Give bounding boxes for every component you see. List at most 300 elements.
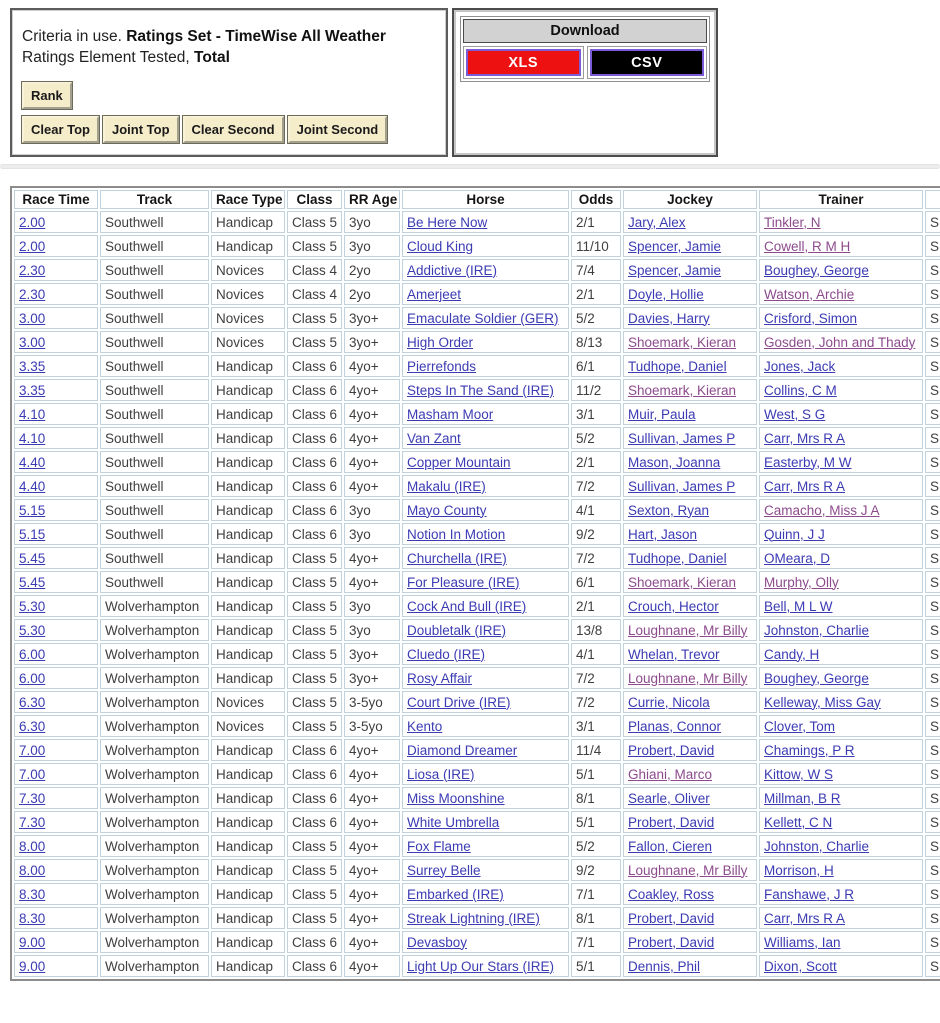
trainer-link[interactable]: Boughey, George [764,670,869,686]
joint-top-button[interactable]: Joint Top [103,116,179,143]
horse-link[interactable]: Fox Flame [407,838,471,854]
table-row [14,715,940,737]
class-cell: Class 5 [287,643,342,665]
race-type-cell: Handicap [211,931,285,953]
rr-age-cell: 4yo+ [344,931,400,953]
race-time-cell [14,451,98,473]
race-time-link[interactable]: 8.00 [19,838,46,854]
horse-link[interactable]: Notion In Motion [407,526,506,542]
table-row [14,259,940,281]
horse-link[interactable]: Pierrefonds [407,358,477,374]
table-row [14,403,940,425]
track-cell: Southwell [100,379,209,401]
trainer-link[interactable]: Johnston, Charlie [764,838,870,854]
odds-cell: 8/1 [571,787,621,809]
race-time-link[interactable]: 4.40 [19,454,46,470]
jockey-link[interactable]: Crouch, Hector [628,598,719,614]
horse-link[interactable]: Copper Mountain [407,454,511,470]
race-time-cell [14,235,98,257]
jockey-link[interactable]: Muir, Paula [628,406,696,422]
horse-cell [402,811,569,833]
jockey-link[interactable]: Loughnane, Mr Billy [628,622,748,638]
header-odds: Odds [571,190,621,209]
jockey-cell [623,211,757,233]
jockey-cell [623,283,757,305]
table-row [14,763,940,785]
track-cell: Southwell [100,403,209,425]
trainer-link[interactable]: Crisford, Simon [764,310,858,326]
horse-link[interactable]: Rosy Affair [407,670,473,686]
race-time-link[interactable]: 9.00 [19,958,46,974]
trainer-link[interactable]: Murphy, Olly [764,574,839,590]
trainer-link[interactable]: Morrison, H [764,862,834,878]
race-time-cell [14,931,98,953]
race-type-cell: Novices [211,331,285,353]
horse-cell [402,787,569,809]
trainer-cell [759,523,923,545]
track-cell: Southwell [100,523,209,545]
horse-link[interactable]: Surrey Belle [407,862,481,878]
race-type-cell: Handicap [211,451,285,473]
rr-age-cell: 4yo+ [344,739,400,761]
jockey-cell [623,235,757,257]
track-cell: Wolverhampton [100,715,209,737]
rr-age-cell: 3yo+ [344,307,400,329]
criteria-text [22,26,438,68]
rr-age-cell: 4yo+ [344,427,400,449]
jockey-link[interactable]: Probert, David [628,742,715,758]
horse-link[interactable]: White Umbrella [407,814,500,830]
race-table-body [14,211,940,977]
header-truncated [925,190,940,209]
race-time-link[interactable]: 5.30 [19,598,46,614]
odds-cell: 8/13 [571,331,621,353]
race-time-link[interactable]: 5.30 [19,622,46,638]
race-time-link[interactable]: 5.15 [19,526,46,542]
race-type-cell: Novices [211,259,285,281]
trainer-link[interactable]: Collins, C M [764,382,837,398]
race-type-cell: Handicap [211,475,285,497]
trainer-link[interactable]: Johnston, Charlie [764,622,870,638]
trainer-link[interactable]: Chamings, P R [764,742,855,758]
jockey-link[interactable]: Doyle, Hollie [628,286,704,302]
truncated-cell: S [925,259,940,281]
race-time-cell [14,955,98,977]
horse-link[interactable]: Diamond Dreamer [407,742,518,758]
race-time-link[interactable]: 9.00 [19,934,46,950]
jockey-cell [623,259,757,281]
truncated-cell: S [925,547,940,569]
truncated-cell: S [925,907,940,929]
horse-cell [402,883,569,905]
rank-button[interactable]: Rank [22,82,72,109]
race-time-link[interactable]: 7.00 [19,766,46,782]
criteria-line2-label: Ratings Element Tested, [22,49,195,66]
track-cell: Southwell [100,427,209,449]
race-time-link[interactable]: 4.10 [19,406,46,422]
trainer-cell [759,403,923,425]
table-row [14,619,940,641]
horse-link[interactable]: Mayo County [407,502,487,518]
table-row [14,499,940,521]
trainer-cell [759,859,923,881]
jockey-cell [623,763,757,785]
truncated-cell: S [925,283,940,305]
horse-link[interactable]: Cloud King [407,238,474,254]
trainer-link[interactable]: Camacho, Miss J A [764,502,880,518]
horse-link[interactable]: Be Here Now [407,214,488,230]
race-time-link[interactable]: 3.00 [19,334,46,350]
jockey-cell [623,523,757,545]
jockey-link[interactable]: Mason, Joanna [628,454,721,470]
jockey-link[interactable]: Probert, David [628,934,715,950]
jockey-link[interactable]: Jary, Alex [628,214,686,230]
horse-link[interactable]: Devasboy [407,934,468,950]
truncated-cell: S [925,931,940,953]
race-type-cell: Handicap [211,763,285,785]
jockey-link[interactable]: Sexton, Ryan [628,502,710,518]
jockey-link[interactable]: Spencer, Jamie [628,238,722,254]
horse-link[interactable]: Van Zant [407,430,461,446]
truncated-cell: S [925,739,940,761]
table-row [14,955,940,977]
download-xls-button[interactable]: XLS [466,49,581,76]
jockey-cell [623,907,757,929]
truncated-cell: S [925,523,940,545]
race-time-cell [14,523,98,545]
truncated-cell: S [925,859,940,881]
trainer-cell [759,739,923,761]
horse-link[interactable]: Doubletalk (IRE) [407,622,507,638]
race-type-cell: Novices [211,307,285,329]
criteria-panel [10,8,448,157]
horse-cell [402,619,569,641]
download-panel [452,8,718,157]
trainer-link[interactable]: Fanshawe, J R [764,886,855,902]
race-time-cell [14,691,98,713]
class-cell: Class 5 [287,835,342,857]
jockey-link[interactable]: Hart, Jason [628,526,698,542]
race-time-link[interactable]: 6.30 [19,718,46,734]
jockey-cell [623,355,757,377]
horse-link[interactable]: Churchella (IRE) [407,550,507,566]
jockey-cell [623,451,757,473]
horse-link[interactable]: Liosa (IRE) [407,766,475,782]
trainer-link[interactable]: Carr, Mrs R A [764,430,846,446]
trainer-link[interactable]: Easterby, M W [764,454,852,470]
class-cell: Class 5 [287,667,342,689]
horse-cell [402,739,569,761]
trainer-link[interactable]: Watson, Archie [764,286,855,302]
download-csv-button[interactable]: CSV [590,49,705,76]
trainer-link[interactable]: Carr, Mrs R A [764,478,846,494]
class-cell: Class 5 [287,547,342,569]
race-type-cell: Handicap [211,595,285,617]
odds-cell: 5/1 [571,763,621,785]
jockey-cell [623,547,757,569]
jockey-cell [623,691,757,713]
horse-cell [402,283,569,305]
race-type-cell: Handicap [211,907,285,929]
race-type-cell: Handicap [211,811,285,833]
jockey-link[interactable]: Fallon, Cieren [628,838,713,854]
horse-cell [402,691,569,713]
horse-link[interactable]: Light Up Our Stars (IRE) [407,958,555,974]
horse-link[interactable]: Embarked (IRE) [407,886,504,902]
horse-link[interactable]: Emaculate Soldier (GER) [407,310,559,326]
jockey-link[interactable]: Spencer, Jamie [628,262,722,278]
track-cell: Southwell [100,331,209,353]
jockey-link[interactable]: Probert, David [628,910,715,926]
jockey-cell [623,931,757,953]
horse-link[interactable]: For Pleasure (IRE) [407,574,520,590]
horse-cell [402,235,569,257]
jockey-cell [623,955,757,977]
trainer-link[interactable]: Carr, Mrs R A [764,910,846,926]
rr-age-cell: 3yo+ [344,643,400,665]
jockey-link[interactable]: Probert, David [628,814,715,830]
trainer-link[interactable]: Kellett, C N [764,814,833,830]
table-row [14,355,940,377]
race-time-cell [14,427,98,449]
table-row [14,859,940,881]
race-time-cell [14,571,98,593]
jockey-link[interactable]: Sullivan, James P [628,430,736,446]
race-type-cell: Handicap [211,523,285,545]
race-time-link[interactable]: 3.35 [19,358,46,374]
race-time-cell [14,211,98,233]
clear-top-button[interactable]: Clear Top [22,116,99,143]
race-time-link[interactable]: 5.15 [19,502,46,518]
race-type-cell: Handicap [211,235,285,257]
header-race-type: Race Type [211,190,285,209]
table-row [14,787,940,809]
table-row [14,571,940,593]
race-time-link[interactable]: 4.40 [19,478,46,494]
odds-cell: 7/2 [571,667,621,689]
horse-link[interactable]: Kento [407,718,443,734]
race-type-cell: Handicap [211,403,285,425]
race-time-link[interactable]: 5.45 [19,574,46,590]
truncated-cell: S [925,763,940,785]
track-cell: Wolverhampton [100,667,209,689]
trainer-link[interactable]: Gosden, John and Thady [764,334,916,350]
truncated-cell: S [925,811,940,833]
race-time-link[interactable]: 8.30 [19,910,46,926]
table-row [14,427,940,449]
rr-age-cell: 4yo+ [344,355,400,377]
trainer-cell [759,451,923,473]
race-time-cell [14,739,98,761]
jockey-link[interactable]: Planas, Connor [628,718,722,734]
class-cell: Class 5 [287,907,342,929]
race-time-link[interactable]: 6.30 [19,694,46,710]
race-time-cell [14,643,98,665]
race-time-link[interactable]: 7.30 [19,790,46,806]
race-type-cell: Novices [211,283,285,305]
horse-link[interactable]: High Order [407,334,474,350]
horse-link[interactable]: Cock And Bull (IRE) [407,598,527,614]
trainer-link[interactable]: Bell, M L W [764,598,833,614]
jockey-link[interactable]: Tudhope, Daniel [628,550,727,566]
table-row [14,235,940,257]
trainer-link[interactable]: Kittow, W S [764,766,834,782]
header-horse: Horse [402,190,569,209]
race-time-link[interactable]: 6.00 [19,646,46,662]
trainer-cell [759,595,923,617]
race-time-link[interactable]: 2.30 [19,286,46,302]
horse-cell [402,835,569,857]
odds-cell: 5/2 [571,427,621,449]
trainer-link[interactable]: Quinn, J J [764,526,825,542]
trainer-cell [759,883,923,905]
jockey-link[interactable]: Whelan, Trevor [628,646,720,662]
trainer-link[interactable]: Williams, Ian [764,934,841,950]
truncated-cell: S [925,451,940,473]
odds-cell: 6/1 [571,355,621,377]
trainer-cell [759,355,923,377]
horse-cell [402,955,569,977]
odds-cell: 9/2 [571,859,621,881]
horse-link[interactable]: Addictive (IRE) [407,262,498,278]
track-cell: Southwell [100,451,209,473]
horse-link[interactable]: Cluedo (IRE) [407,646,486,662]
horse-link[interactable]: Streak Lightning (IRE) [407,910,540,926]
class-cell: Class 6 [287,955,342,977]
race-time-cell [14,787,98,809]
class-cell: Class 6 [287,475,342,497]
table-row [14,451,940,473]
race-time-link[interactable]: 2.00 [19,214,46,230]
horse-link[interactable]: Court Drive (IRE) [407,694,511,710]
jockey-cell [623,475,757,497]
jockey-cell [623,859,757,881]
horse-link[interactable]: Miss Moonshine [407,790,505,806]
race-type-cell: Handicap [211,619,285,641]
rr-age-cell: 4yo+ [344,859,400,881]
race-time-cell [14,499,98,521]
trainer-link[interactable]: OMeara, D [764,550,831,566]
class-cell: Class 4 [287,283,342,305]
trainer-link[interactable]: Cowell, R M H [764,238,851,254]
jockey-cell [623,643,757,665]
trainer-cell [759,259,923,281]
odds-cell: 11/4 [571,739,621,761]
race-time-link[interactable]: 6.00 [19,670,46,686]
odds-cell: 3/1 [571,715,621,737]
jockey-link[interactable]: Ghiani, Marco [628,766,713,782]
jockey-link[interactable]: Dennis, Phil [628,958,701,974]
horse-cell [402,715,569,737]
race-time-link[interactable]: 2.30 [19,262,46,278]
truncated-cell: S [925,475,940,497]
trainer-cell [759,331,923,353]
rr-age-cell: 4yo+ [344,955,400,977]
race-time-link[interactable]: 3.00 [19,310,46,326]
header-rr-age: RR Age [344,190,400,209]
odds-cell: 5/1 [571,811,621,833]
jockey-cell [623,619,757,641]
odds-cell: 7/2 [571,475,621,497]
trainer-link[interactable]: Jones, Jack [764,358,836,374]
jockey-link[interactable]: Loughnane, Mr Billy [628,670,748,686]
race-time-link[interactable]: 8.00 [19,862,46,878]
class-cell: Class 6 [287,379,342,401]
jockey-cell [623,379,757,401]
class-cell: Class 5 [287,211,342,233]
trainer-link[interactable]: Dixon, Scott [764,958,837,974]
jockey-link[interactable]: Shoemark, Kieran [628,574,737,590]
trainer-link[interactable]: Clover, Tom [764,718,836,734]
track-cell: Wolverhampton [100,955,209,977]
class-cell: Class 6 [287,931,342,953]
odds-cell: 8/1 [571,907,621,929]
jockey-link[interactable]: Loughnane, Mr Billy [628,862,748,878]
jockey-link[interactable]: Coakley, Ross [628,886,715,902]
horse-link[interactable]: Steps In The Sand (IRE) [407,382,554,398]
class-cell: Class 5 [287,331,342,353]
jockey-link[interactable]: Currie, Nicola [628,694,710,710]
trainer-link[interactable]: Tinkler, N [764,214,821,230]
odds-cell: 7/1 [571,883,621,905]
jockey-link[interactable]: Shoemark, Kieran [628,334,737,350]
trainer-cell [759,619,923,641]
race-time-link[interactable]: 5.45 [19,550,46,566]
race-time-link[interactable]: 8.30 [19,886,46,902]
horse-link[interactable]: Makalu (IRE) [407,478,486,494]
trainer-link[interactable]: Boughey, George [764,262,869,278]
odds-cell: 5/1 [571,955,621,977]
jockey-link[interactable]: Searle, Oliver [628,790,710,806]
race-time-cell [14,547,98,569]
horse-link[interactable]: Amerjeet [407,286,462,302]
trainer-cell [759,211,923,233]
race-time-cell [14,859,98,881]
track-cell: Wolverhampton [100,883,209,905]
race-time-link[interactable]: 3.35 [19,382,46,398]
clear-second-button[interactable]: Clear Second [183,116,284,143]
horse-cell [402,667,569,689]
race-time-link[interactable]: 7.30 [19,814,46,830]
header-jockey: Jockey [623,190,757,209]
jockey-link[interactable]: Davies, Harry [628,310,710,326]
jockey-cell [623,595,757,617]
jockey-link[interactable]: Shoemark, Kieran [628,382,737,398]
jockey-link[interactable]: Sullivan, James P [628,478,736,494]
race-time-link[interactable]: 7.00 [19,742,46,758]
class-cell: Class 6 [287,763,342,785]
trainer-link[interactable]: West, S G [764,406,826,422]
rr-age-cell: 4yo+ [344,787,400,809]
race-time-cell [14,811,98,833]
track-cell: Wolverhampton [100,691,209,713]
race-time-link[interactable]: 2.00 [19,238,46,254]
divider [0,164,940,169]
jockey-link[interactable]: Tudhope, Daniel [628,358,727,374]
joint-second-button[interactable]: Joint Second [288,116,388,143]
class-cell: Class 6 [287,427,342,449]
trainer-link[interactable]: Millman, B R [764,790,841,806]
horse-link[interactable]: Masham Moor [407,406,494,422]
race-type-cell: Handicap [211,379,285,401]
trainer-cell [759,235,923,257]
trainer-link[interactable]: Candy, H [764,646,820,662]
trainer-link[interactable]: Kelleway, Miss Gay [764,694,881,710]
race-time-link[interactable]: 4.10 [19,430,46,446]
rr-age-cell: 4yo+ [344,451,400,473]
race-time-cell [14,835,98,857]
table-row [14,475,940,497]
